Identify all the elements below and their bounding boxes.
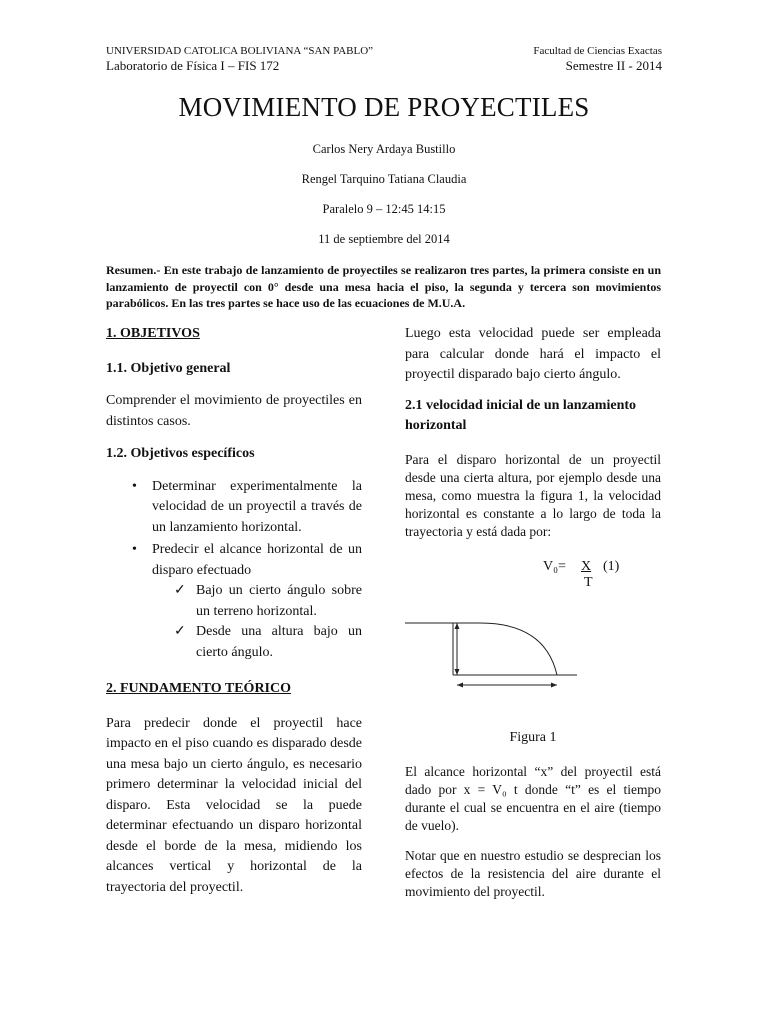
height-arrow-head-top [455, 623, 460, 629]
trajectory-diagram [405, 603, 661, 713]
lab-name: Laboratorio de Física I – FIS 172 [106, 58, 280, 73]
objectives-list [106, 477, 362, 664]
list-item-text: Bajo un cierto ángulo sobre un terreno horizontal. [196, 583, 362, 619]
list-item [174, 622, 362, 663]
range-paragraph: El alcance horizontal “x” del proyectil está dado por x = V₀ t donde “t” es el tiempo durante el cual se encuentra en el aire (tiempo de vuelo). [405, 763, 661, 833]
height-arrow-head-bottom [455, 669, 460, 675]
left-column [106, 324, 362, 910]
equation-label: (1) [603, 558, 620, 574]
subsection-velocidad-inicial: 2.1 velocidad inicial de un lanzamiento horizontal [405, 397, 637, 433]
theory-paragraph: Para predecir donde el proyectil hace impacto en el piso cuando es disparado desde una mesa bajo un cierto ángulo, es necesario primero determinar la velocidad inicial del disparo. Esta velocidad se la puede determinar efectuando un disparo horizontal desde el borde de la mesa, midiendo los alcances vertical y horizontal de la trayectoria del proyectil. [106, 715, 362, 895]
section-fundamento-teorico: 2. FUNDAMENTO TEÓRICO [106, 681, 292, 696]
list-item-text: Predecir el alcance horizontal de un disparo efectuado [152, 542, 362, 578]
bullet-icon: • [132, 478, 137, 494]
right-column [405, 324, 661, 913]
semester: Semestre II - 2014 [565, 58, 662, 73]
institution-name: UNIVERSIDAD CATOLICA BOLIVIANA “SAN PABLO” [106, 45, 374, 57]
subsection-objetivo-general: 1.1. Objetivo general [106, 360, 231, 376]
range-arrow-head-left [457, 682, 463, 687]
section-objetivos: 1. OBJETIVOS [106, 326, 200, 341]
checkmark-icon: ✓ [174, 624, 186, 639]
list-item [174, 581, 362, 622]
bullet-icon: • [132, 542, 137, 557]
equation-numerator: X [581, 558, 592, 574]
equation-lhs: V₀= [543, 558, 566, 574]
air-resistance-paragraph: Notar que en nuestro estudio se desprecian los efectos de la resistencia del aire durante el movimiento del proyectil. [405, 847, 661, 899]
paper-title: MOVIMIENTO DE PROYECTILES [178, 92, 590, 122]
equation-1 [405, 553, 661, 593]
list-item [132, 540, 362, 663]
figure-caption: Figura 1 [509, 730, 557, 745]
list-item [132, 477, 362, 539]
header-right [533, 44, 662, 74]
equation-denominator: T [584, 574, 593, 590]
horizontal-shot-paragraph: Para el disparo horizontal de un proyectil desde una cierta altura, por ejemplo desde una mesa, como muestra la figura 1, la velocidad horizontal es constante a lo largo de toda la trayectoria y está dada por: [405, 451, 661, 539]
author-2: Rengel Tarquino Tatiana Claudia [301, 172, 467, 186]
list-item-text: Desde una altura bajo un cierto ángulo. [196, 624, 362, 660]
header-left [106, 44, 373, 74]
continuation-paragraph: Luego esta velocidad puede ser empleada para calcular donde hará el impacto el proyectil disparado bajo cierto ángulo. [405, 326, 661, 382]
abstract: Resumen.- En este trabajo de lanzamiento de proyectiles se realizaron tres partes, la primera consiste en un lanzamiento de proyectil con 0° desde una mesa hacia el piso, la segunda y tercera son movimientos parabólicos. En las tres partes se hace uso de las ecuaciones de M.U.A. [106, 263, 661, 310]
faculty-name: Facultad de Ciencias Exactas [533, 45, 662, 57]
sub-objectives-list [152, 581, 362, 663]
checkmark-icon: ✓ [174, 583, 186, 598]
subsection-objetivos-especificos: 1.2. Objetivos específicos [106, 446, 255, 461]
list-item-text: Determinar experimentalmente la velocidad de un proyectil a través de un lanzamiento horizontal. [152, 478, 362, 535]
date: 11 de septiembre del 2014 [318, 232, 450, 246]
author-1: Carlos Nery Ardaya Bustillo [312, 142, 456, 156]
trajectory-curve [480, 623, 557, 675]
paralelo: Paralelo 9 – 12:45 14:15 [322, 202, 446, 216]
figure-1 [405, 603, 661, 721]
range-arrow-head-right [551, 682, 557, 687]
general-objective-text: Comprender el movimiento de proyectiles en distintos casos. [106, 393, 362, 429]
